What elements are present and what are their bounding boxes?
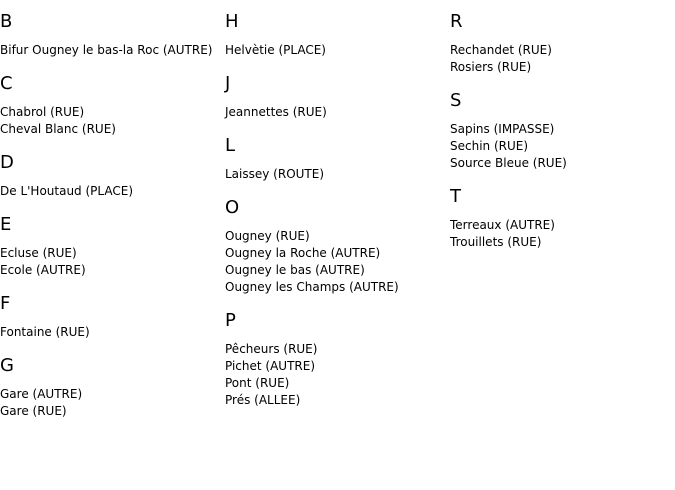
street-list — [0, 386, 222, 420]
letter-heading: S — [450, 90, 462, 111]
street-link[interactable]: Ecole (AUTRE) — [0, 263, 86, 277]
letter-group — [0, 293, 222, 341]
street-link[interactable]: Sechin (RUE) — [450, 139, 529, 153]
street-link[interactable]: Ougney la Roche (AUTRE) — [225, 246, 381, 260]
street-list — [450, 42, 672, 76]
street-link[interactable]: Rosiers (RUE) — [450, 60, 532, 74]
street-link[interactable]: Ougney le bas (AUTRE) — [225, 263, 365, 277]
street-list — [225, 42, 447, 59]
letter-group — [225, 135, 447, 183]
street-list — [450, 121, 672, 172]
street-link[interactable]: Pichet (AUTRE) — [225, 359, 316, 373]
street-list — [0, 324, 222, 341]
letter-heading: D — [0, 152, 14, 173]
letter-heading: R — [450, 11, 463, 32]
street-index-column-2 — [225, 0, 447, 409]
letter-group — [450, 90, 672, 172]
letter-group — [0, 152, 222, 200]
street-list — [225, 341, 447, 409]
letter-heading: C — [0, 73, 13, 94]
letter-group — [225, 197, 447, 296]
letter-heading: B — [0, 11, 13, 32]
street-link[interactable]: Gare (RUE) — [0, 404, 67, 418]
street-link[interactable]: Cheval Blanc (RUE) — [0, 122, 116, 136]
street-link[interactable]: Pêcheurs (RUE) — [225, 342, 318, 356]
letter-heading: J — [225, 73, 231, 94]
street-link[interactable]: Laissey (ROUTE) — [225, 167, 325, 181]
street-link[interactable]: Prés (ALLEE) — [225, 393, 301, 407]
street-link[interactable]: Trouillets (RUE) — [450, 235, 542, 249]
street-list — [225, 104, 447, 121]
street-link[interactable]: Bifur Ougney le bas-la Roc (AUTRE) — [0, 43, 213, 57]
street-list — [225, 228, 447, 296]
street-list — [0, 42, 222, 59]
street-link[interactable]: Rechandet (RUE) — [450, 43, 552, 57]
letter-group — [0, 73, 222, 138]
street-link[interactable]: De L'Houtaud (PLACE) — [0, 184, 134, 198]
letter-group — [225, 11, 447, 59]
street-link[interactable]: Ougney (RUE) — [225, 229, 310, 243]
street-link[interactable]: Gare (AUTRE) — [0, 387, 83, 401]
letter-heading: P — [225, 310, 236, 331]
letter-heading: E — [0, 214, 12, 235]
letter-group — [450, 11, 672, 76]
street-link[interactable]: Ougney les Champs (AUTRE) — [225, 280, 399, 294]
street-list — [0, 104, 222, 138]
letter-group — [0, 11, 222, 59]
street-list — [0, 183, 222, 200]
street-list — [225, 166, 447, 183]
street-link[interactable]: Sapins (IMPASSE) — [450, 122, 555, 136]
letter-heading: G — [0, 355, 14, 376]
street-link[interactable]: Jeannettes (RUE) — [225, 105, 327, 119]
street-link[interactable]: Source Bleue (RUE) — [450, 156, 567, 170]
street-link[interactable]: Helvètie (PLACE) — [225, 43, 326, 57]
street-link[interactable]: Chabrol (RUE) — [0, 105, 85, 119]
letter-group — [0, 214, 222, 279]
letter-group — [225, 310, 447, 409]
letter-group — [450, 186, 672, 251]
street-list — [0, 245, 222, 279]
street-index-column-3 — [450, 0, 672, 251]
street-list — [450, 217, 672, 251]
street-link[interactable]: Fontaine (RUE) — [0, 325, 90, 339]
letter-heading: O — [225, 197, 240, 218]
street-link[interactable]: Ecluse (RUE) — [0, 246, 77, 260]
letter-heading: T — [450, 186, 461, 207]
letter-group — [225, 73, 447, 121]
letter-heading: L — [225, 135, 236, 156]
letter-group — [0, 355, 222, 420]
street-link[interactable]: Terreaux (AUTRE) — [450, 218, 555, 232]
street-index-column-1 — [0, 0, 222, 420]
letter-heading: F — [0, 293, 11, 314]
letter-heading: H — [225, 11, 239, 32]
street-link[interactable]: Pont (RUE) — [225, 376, 290, 390]
